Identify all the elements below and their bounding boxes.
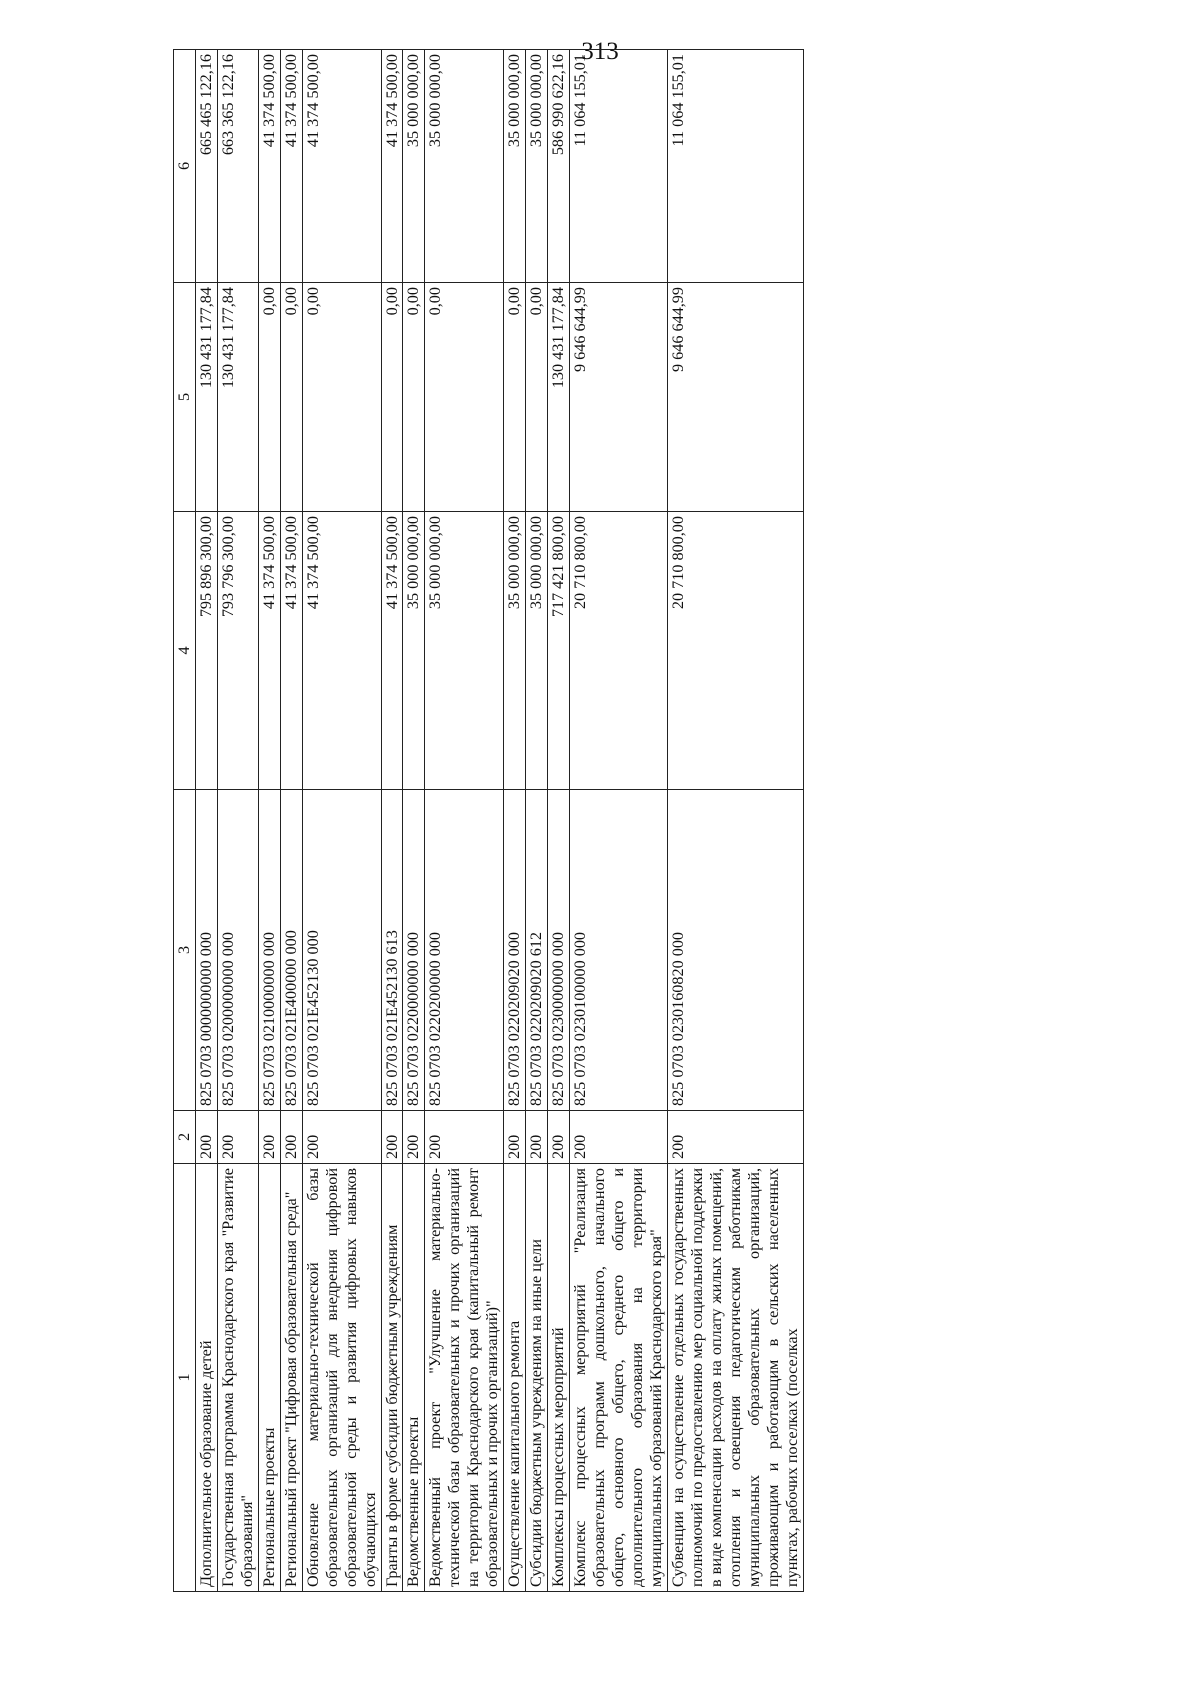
table-row [258, 50, 280, 1592]
row-col2-cell: 200 [403, 1111, 425, 1164]
row-col2-cell: 200 [570, 1111, 668, 1164]
table-row [302, 50, 381, 1592]
table-row [195, 50, 217, 1592]
header-cell: 6 [174, 50, 196, 283]
table-row [526, 50, 548, 1592]
row-col6-cell: 35 000 000,00 [526, 50, 548, 283]
row-col5-cell: 130 431 177,84 [195, 283, 217, 512]
row-name-cell: Субвенции на осуществление отдельных государственных полномочий по предоставлению мер социальной поддержки в виде компенсации расходов на оплату жилых помещений, отопления и освещения педагогическим работникам муниципальных образовательных организаций, проживающим и работающим в сельских населенных пунктах, рабочих поселках (поселках [667, 1164, 803, 1592]
row-col4-cell: 795 896 300,00 [195, 512, 217, 790]
row-name-cell: Ведомственный проект "Улучшение материально-технической базы образовательных и прочих организаций на территории Краснодарского края (капитальный ремонт образовательных и прочих организаций)" [425, 1164, 504, 1592]
row-col6-cell: 41 374 500,00 [302, 50, 381, 283]
row-col6-cell: 35 000 000,00 [504, 50, 526, 283]
header-cell: 5 [174, 283, 196, 512]
row-name-cell: Ведомственные проекты [403, 1164, 425, 1592]
table-row [280, 50, 302, 1592]
row-col5-cell: 9 646 644,99 [667, 283, 803, 512]
table-header-row [174, 50, 196, 1592]
row-col2-cell: 200 [425, 1111, 504, 1164]
row-col5-cell: 130 431 177,84 [548, 283, 570, 512]
row-col6-cell: 11 064 155,01 [570, 50, 668, 283]
row-col2-cell: 200 [504, 1111, 526, 1164]
row-name-cell: Комплексы процессных мероприятий [548, 1164, 570, 1592]
row-code-cell: 825 0703 0220000000 000 [403, 790, 425, 1111]
row-code-cell: 825 0703 021E452130 613 [381, 790, 403, 1111]
row-col2-cell: 200 [302, 1111, 381, 1164]
row-col5-cell: 9 646 644,99 [570, 283, 668, 512]
table-row [381, 50, 403, 1592]
row-name-cell: Региональные проекты [258, 1164, 280, 1592]
row-col6-cell: 663 365 122,16 [217, 50, 258, 283]
row-name-cell: Государственная программа Краснодарского края "Развитие образования" [217, 1164, 258, 1592]
table-row [504, 50, 526, 1592]
row-code-cell: 825 0703 0000000000 000 [195, 790, 217, 1111]
row-name-cell: Комплекс процессных мероприятий "Реализация образовательных программ дошкольного, начального общего, основного общего, среднего общего и дополнительного образования на территории муниципальных образований Краснодарского края" [570, 1164, 668, 1592]
row-col5-cell: 130 431 177,84 [217, 283, 258, 512]
row-col5-cell: 0,00 [280, 283, 302, 512]
row-code-cell: 825 0703 0200000000 000 [217, 790, 258, 1111]
header-cell: 3 [174, 790, 196, 1111]
table-row [667, 50, 803, 1592]
row-col5-cell: 0,00 [504, 283, 526, 512]
row-code-cell: 825 0703 0210000000 000 [258, 790, 280, 1111]
row-col2-cell: 200 [548, 1111, 570, 1164]
row-code-cell: 825 0703 0220209020 000 [504, 790, 526, 1111]
table-row [217, 50, 258, 1592]
row-col4-cell: 35 000 000,00 [526, 512, 548, 790]
table-row [548, 50, 570, 1592]
row-col4-cell: 35 000 000,00 [403, 512, 425, 790]
row-col4-cell: 20 710 800,00 [667, 512, 803, 790]
header-cell: 1 [174, 1164, 196, 1592]
row-name-cell: Субсидии бюджетным учреждениям на иные цели [526, 1164, 548, 1592]
row-code-cell: 825 0703 0220209020 612 [526, 790, 548, 1111]
row-col4-cell: 41 374 500,00 [258, 512, 280, 790]
row-col6-cell: 665 465 122,16 [195, 50, 217, 283]
row-col6-cell: 41 374 500,00 [280, 50, 302, 283]
row-code-cell: 825 0703 0230160820 000 [667, 790, 803, 1111]
row-col5-cell: 0,00 [302, 283, 381, 512]
row-col6-cell: 35 000 000,00 [403, 50, 425, 283]
row-col2-cell: 200 [381, 1111, 403, 1164]
row-col6-cell: 35 000 000,00 [425, 50, 504, 283]
table-row [425, 50, 504, 1592]
row-col4-cell: 20 710 800,00 [570, 512, 668, 790]
row-col6-cell: 41 374 500,00 [381, 50, 403, 283]
row-col2-cell: 200 [195, 1111, 217, 1164]
row-col2-cell: 200 [258, 1111, 280, 1164]
table-row [403, 50, 425, 1592]
budget-table [173, 49, 804, 1592]
row-col5-cell: 0,00 [526, 283, 548, 512]
row-col2-cell: 200 [217, 1111, 258, 1164]
row-code-cell: 825 0703 0230000000 000 [548, 790, 570, 1111]
table-row [570, 50, 668, 1592]
row-name-cell: Обновление материально-технической базы образовательных организаций для внедрения цифровой образовательной среды и развития цифровых навыков обучающихся [302, 1164, 381, 1592]
row-col2-cell: 200 [526, 1111, 548, 1164]
row-name-cell: Осуществление капитального ремонта [504, 1164, 526, 1592]
row-col4-cell: 793 796 300,00 [217, 512, 258, 790]
row-col6-cell: 586 990 622,16 [548, 50, 570, 283]
row-col5-cell: 0,00 [403, 283, 425, 512]
row-col4-cell: 35 000 000,00 [425, 512, 504, 790]
page-number: 313 [581, 38, 619, 65]
row-name-cell: Региональный проект "Цифровая образовательная среда" [280, 1164, 302, 1592]
row-code-cell: 825 0703 021E400000 000 [280, 790, 302, 1111]
row-col4-cell: 717 421 800,00 [548, 512, 570, 790]
row-col6-cell: 11 064 155,01 [667, 50, 803, 283]
row-code-cell: 825 0703 0230100000 000 [570, 790, 668, 1111]
row-col4-cell: 41 374 500,00 [381, 512, 403, 790]
row-col2-cell: 200 [280, 1111, 302, 1164]
row-name-cell: Гранты в форме субсидии бюджетным учреждениям [381, 1164, 403, 1592]
row-col2-cell: 200 [667, 1111, 803, 1164]
row-col5-cell: 0,00 [381, 283, 403, 512]
row-col5-cell: 0,00 [258, 283, 280, 512]
rotated-table-container [173, 54, 1053, 1592]
row-code-cell: 825 0703 0220200000 000 [425, 790, 504, 1111]
row-col6-cell: 41 374 500,00 [258, 50, 280, 283]
row-col4-cell: 41 374 500,00 [302, 512, 381, 790]
row-code-cell: 825 0703 021E452130 000 [302, 790, 381, 1111]
header-cell: 4 [174, 512, 196, 790]
header-cell: 2 [174, 1111, 196, 1164]
row-col4-cell: 35 000 000,00 [504, 512, 526, 790]
row-col5-cell: 0,00 [425, 283, 504, 512]
row-col4-cell: 41 374 500,00 [280, 512, 302, 790]
row-name-cell: Дополнительное образование детей [195, 1164, 217, 1592]
